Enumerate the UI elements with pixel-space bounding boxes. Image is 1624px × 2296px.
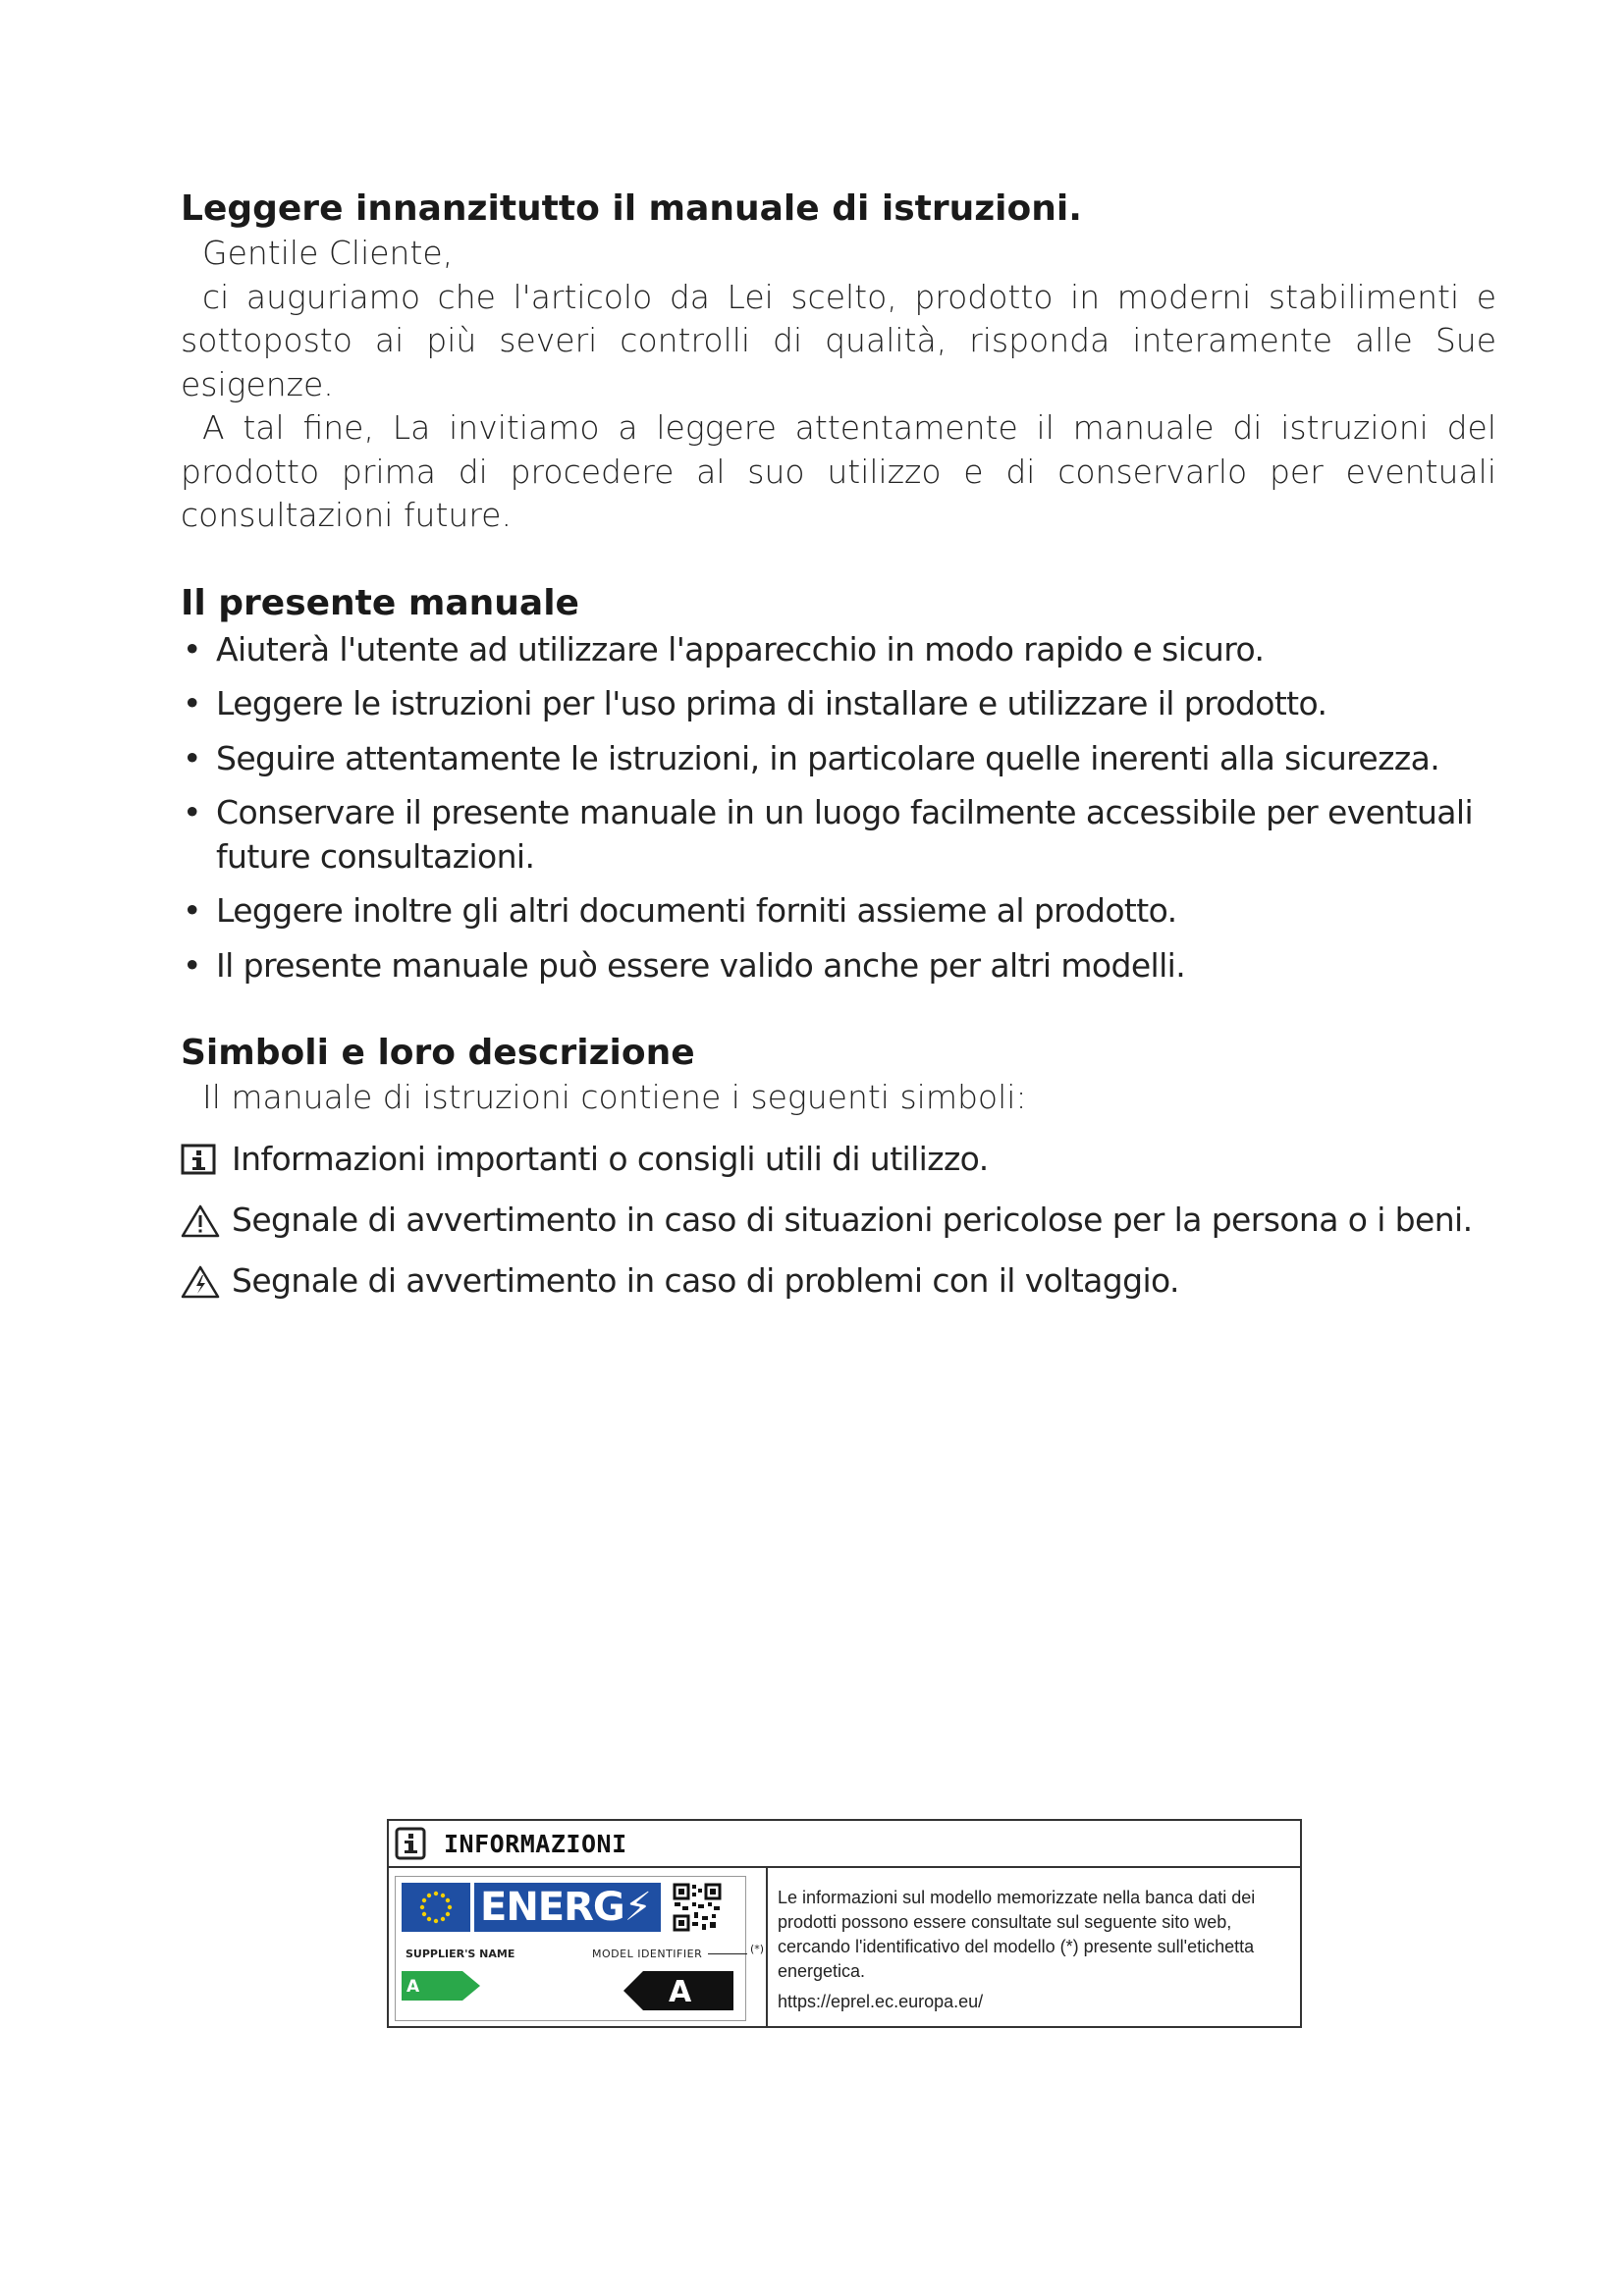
page-content: [181, 187, 1496, 1303]
symbol-row-warning: Segnale di avvertimento in caso di situazioni pericolose per la persona o i beni.: [181, 1199, 1496, 1242]
manual-heading: Il presente manuale: [181, 582, 579, 623]
energy-label: [395, 1876, 746, 2021]
svg-text:A: A: [669, 1975, 692, 2009]
info-box: [387, 1819, 1302, 2028]
greeting: Gentile Cliente,: [202, 234, 454, 272]
model-identifier: MODEL IDENTIFIER: [592, 1948, 703, 1960]
energy-brand: ENERG⚡: [474, 1883, 661, 1932]
energy-class-badge: [623, 1971, 733, 2010]
list-item: • Leggere inoltre gli altri documenti forniti assieme al prodotto.: [181, 889, 1496, 934]
manual-section: [181, 581, 1496, 988]
symbol-row-info: Informazioni importanti o consigli utili di utilizzo.: [181, 1138, 1496, 1181]
info-icon: [181, 1144, 220, 1177]
energy-scale-bar: [402, 1971, 480, 2001]
eu-flag-icon: [402, 1883, 470, 1932]
supplier-name: SUPPLIER'S NAME: [406, 1948, 515, 1960]
intro-paragraph-1: ci auguriamo che l'articolo da Lei scelto, prodotto in moderni stabilimenti e sottoposto ai più severi controlli di qualità, risponda interamente alle Sue esigenze.: [181, 277, 1496, 403]
intro-heading: Leggere innanzitutto il manuale di istruzioni.: [181, 188, 1082, 229]
bullet-icon: •: [183, 629, 201, 668]
list-item: • Aiuterà l'utente ad utilizzare l'apparecchio in modo rapido e sicuro.: [181, 628, 1496, 672]
info-text: Le informazioni sul modello memorizzate nella banca dati dei prodotti possono essere consultate sul seguente sito web, cercando l'identificativo del modello (*) presente sull'etichetta energetica.: [778, 1888, 1256, 1981]
list-item: • Seguire attentamente le istruzioni, in particolare quelle inerenti alla sicurezza.: [181, 737, 1496, 781]
lightning-icon: ⚡: [623, 1885, 651, 1930]
bullet-icon: •: [183, 891, 201, 930]
svg-text:A: A: [406, 1977, 420, 1997]
bullet-icon: •: [183, 945, 201, 985]
voltage-warning-icon: [181, 1265, 220, 1299]
eprel-link[interactable]: https://eprel.ec.europa.eu/: [778, 1992, 984, 2011]
intro-paragraph-2: A tal fine, La invitiamo a leggere attentamente il manuale di istruzioni del prodotto prima di procedere al suo utilizzo e di conservarlo per eventuali consultazioni future.: [181, 408, 1496, 534]
symbols-intro: Il manuale di istruzioni contiene i seguenti simboli:: [202, 1078, 1027, 1116]
bullet-icon: •: [183, 793, 201, 831]
bullet-icon: •: [183, 684, 201, 722]
manual-list: [181, 628, 1496, 988]
warning-icon: [181, 1204, 220, 1238]
energy-label-cell: [389, 1868, 768, 2026]
bullet-icon: •: [183, 738, 201, 777]
symbol-row-voltage: Segnale di avvertimento in caso di problemi con il voltaggio.: [181, 1259, 1496, 1303]
qr-code-icon: [673, 1883, 722, 1932]
info-icon: [395, 1827, 426, 1860]
model-marker: (*): [750, 1943, 765, 1955]
list-item: • Il presente manuale può essere valido anche per altri modelli.: [181, 944, 1496, 988]
info-box-header: [389, 1821, 1300, 1868]
list-item: • Conservare il presente manuale in un luogo facilmente accessibile per eventuali future consultazioni.: [183, 793, 1474, 876]
info-box-title: INFORMAZIONI: [444, 1830, 627, 1858]
symbols-section: [181, 1031, 1496, 1303]
arrow-icon: [708, 1953, 747, 1954]
info-text-cell: [768, 1868, 1300, 2026]
symbols-heading: Simboli e loro descrizione: [181, 1033, 695, 1073]
list-item: • Leggere le istruzioni per l'uso prima di installare e utilizzare il prodotto.: [181, 682, 1496, 726]
